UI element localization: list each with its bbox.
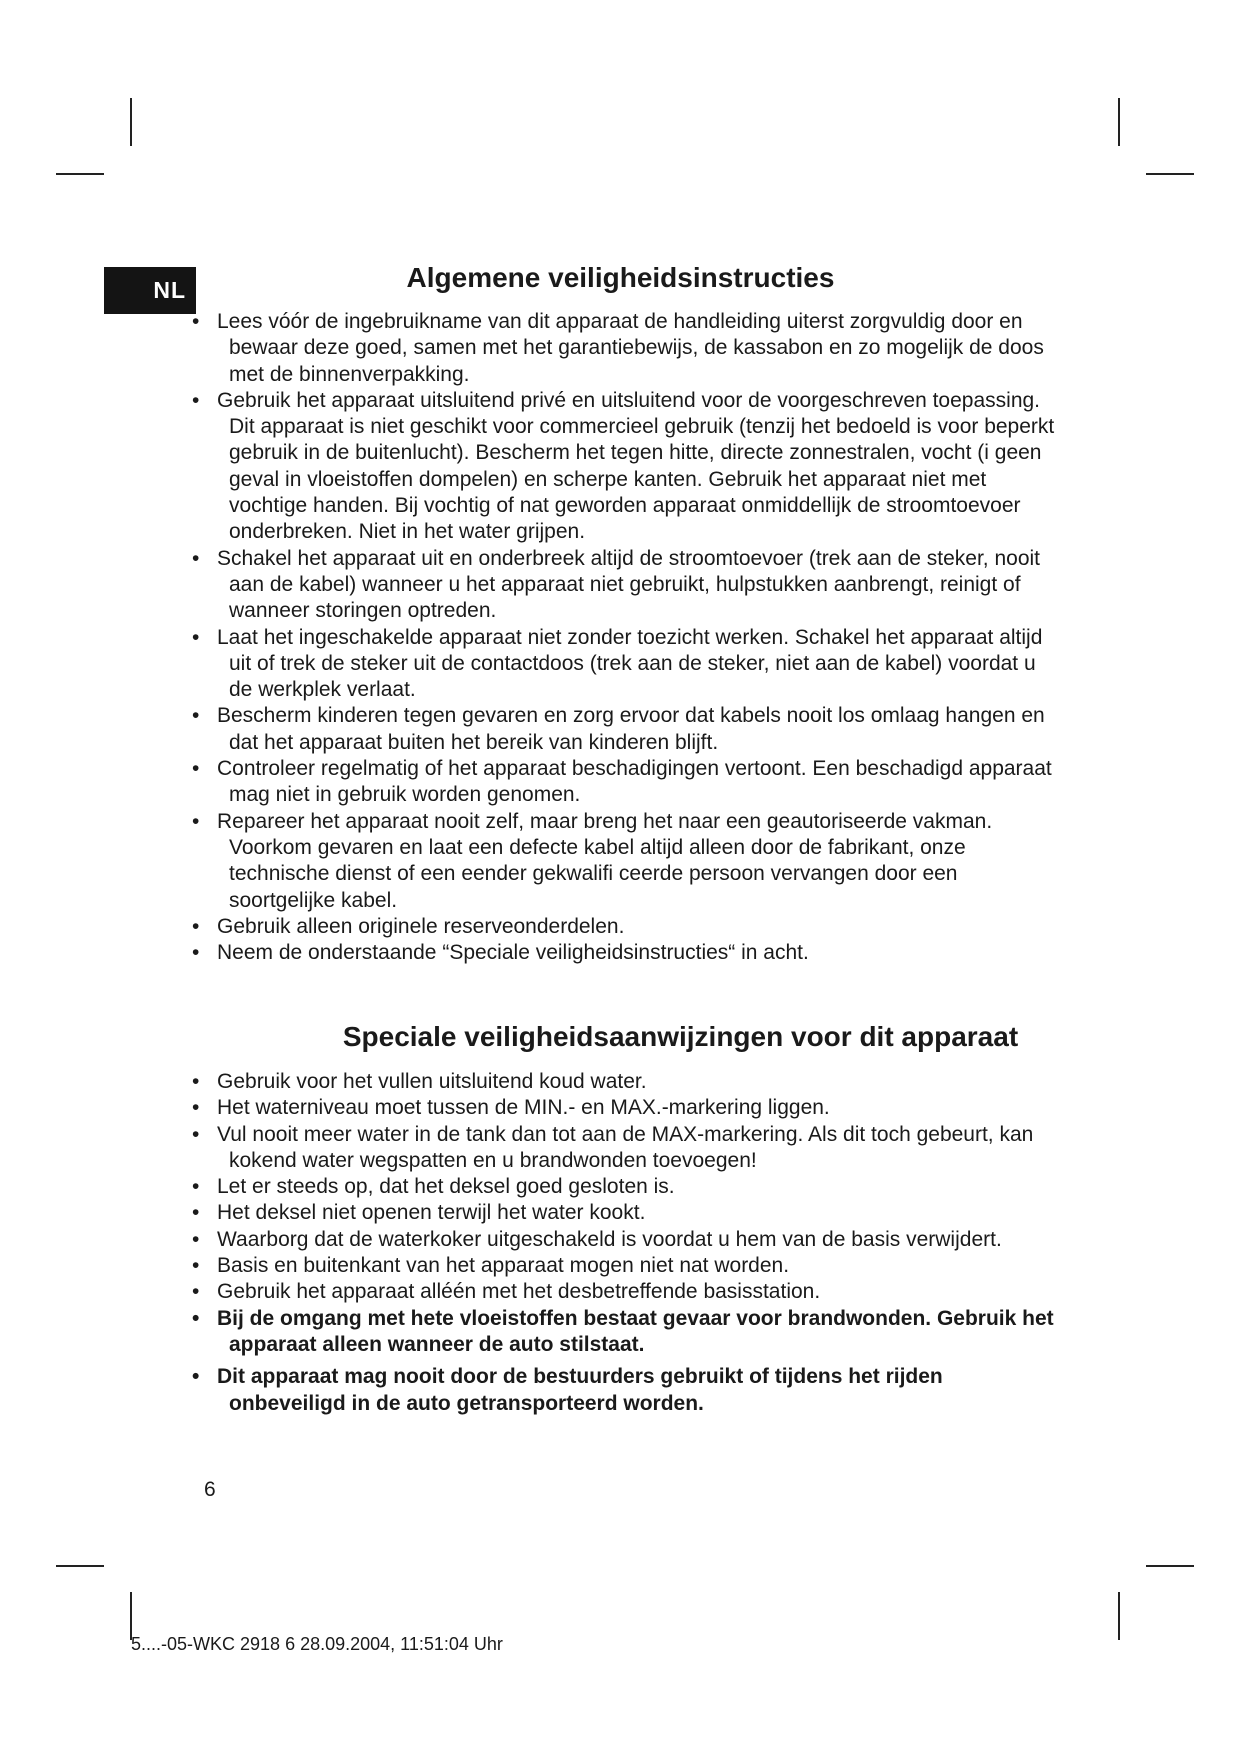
list-item: • Waarborg dat de waterkoker uitgeschakeld is voordat u hem van de basis verwijdert. <box>204 1227 1064 1253</box>
list-item: • Bescherm kinderen tegen gevaren en zorg ervoor dat kabels nooit los omlaag hangen en dat het apparaat buiten het bereik van kinderen blijft. <box>204 703 1064 756</box>
crop-mark-bottom-right-horizontal <box>1146 1565 1194 1567</box>
warning-item: • Dit apparaat mag nooit door de bestuurders gebruikt of tijdens het rijden onbeveiligd in de auto getransporteerd worden. <box>204 1364 1064 1417</box>
list-item: • Gebruik voor het vullen uitsluitend koud water. <box>204 1069 1064 1095</box>
list-item: • Vul nooit meer water in de tank dan tot aan de MAX-markering. Als dit toch gebeurt, kan kokend water wegspatten en u brandwonden toevoegen! <box>204 1122 1064 1175</box>
list-item: • Het waterniveau moet tussen de MIN.- en MAX.-markering liggen. <box>204 1095 1064 1121</box>
list-item: • Gebruik het apparaat uitsluitend privé en uitsluitend voor de voorgeschreven toepassing. Dit apparaat is niet geschikt voor commercieel gebruik (tenzij het bedoeld is voor beperkt gebruik in de buitenlucht). Bescherm het tegen hitte, directe zonnestralen, vocht (i geen geval in vloeistoffen dompelen) en scherpe kanten. Gebruik het apparaat niet met vochtige handen. Bij vochtig of nat geworden apparaat onmiddellijk de stroomtoevoer onderbreken. Niet in het water grijpen. <box>204 388 1064 546</box>
language-tab: NL <box>104 267 196 314</box>
list-item: • Repareer het apparaat nooit zelf, maar breng het naar een geautoriseerde vakman. Voorkom gevaren en laat een defecte kabel altijd alleen door de fabrikant, onze technische dienst of een eender gekwalifi ceerde persoon vervangen door een soortgelijke kabel. <box>204 809 1064 914</box>
list-item: • Laat het ingeschakelde apparaat niet zonder toezicht werken. Schakel het apparaat altijd uit of trek de steker uit de contactdoos (trek aan de steker, niet aan de kabel) voordat u de werkplek verlaat. <box>204 625 1064 704</box>
warning-item: • Bij de omgang met hete vloeistoffen bestaat gevaar voor brandwonden. Gebruik het apparaat alleen wanneer de auto stilstaat. <box>204 1306 1064 1359</box>
special-safety-list <box>204 1069 1064 1417</box>
crop-mark-top-left-vertical <box>130 98 132 146</box>
page-number: 6 <box>204 1478 216 1501</box>
list-item: • Let er steeds op, dat het deksel goed gesloten is. <box>204 1174 1064 1200</box>
list-item: • Het deksel niet openen terwijl het water kookt. <box>204 1200 1064 1226</box>
list-item: • Basis en buitenkant van het apparaat mogen niet nat worden. <box>204 1253 1064 1279</box>
crop-mark-top-right-vertical <box>1118 98 1120 146</box>
section-general-title: Algemene veiligheidsinstructies <box>406 262 835 293</box>
print-footer: 5....-05-WKC 2918 6 28.09.2004, 11:51:04 Uhr <box>131 1634 503 1654</box>
list-item: • Gebruik alleen originele reserveonderdelen. <box>204 914 1064 940</box>
section-special-title: Speciale veiligheidsaanwijzingen voor dit apparaat <box>342 1021 1019 1052</box>
list-item: • Lees vóór de ingebruikname van dit apparaat de handleiding uiterst zorgvuldig door en bewaar deze goed, samen met het garantiebewijs, de kassabon en zo mogelijk de doos met de binnenverpakking. <box>204 309 1064 388</box>
crop-mark-bottom-left-vertical <box>130 1592 132 1640</box>
list-item: • Controleer regelmatig of het apparaat beschadigingen vertoont. Een beschadigd apparaat mag niet in gebruik worden genomen. <box>204 756 1064 809</box>
crop-mark-bottom-right-vertical <box>1118 1592 1120 1640</box>
list-item: • Neem de onderstaande “Speciale veiligheidsinstructies“ in acht. <box>204 940 1064 966</box>
general-safety-list <box>204 309 1064 966</box>
crop-mark-top-right-horizontal <box>1146 173 1194 175</box>
list-item: • Schakel het apparaat uit en onderbreek altijd de stroomtoevoer (trek aan de steker, nooit aan de kabel) wanneer u het apparaat niet gebruikt, hulpstukken aanbrengt, reinigt of wanneer storingen optreden. <box>204 546 1064 625</box>
list-item: • Gebruik het apparaat alléén met het desbetreffende basisstation. <box>204 1279 1064 1305</box>
crop-mark-top-left-horizontal <box>56 173 104 175</box>
crop-mark-bottom-left-horizontal <box>56 1565 104 1567</box>
